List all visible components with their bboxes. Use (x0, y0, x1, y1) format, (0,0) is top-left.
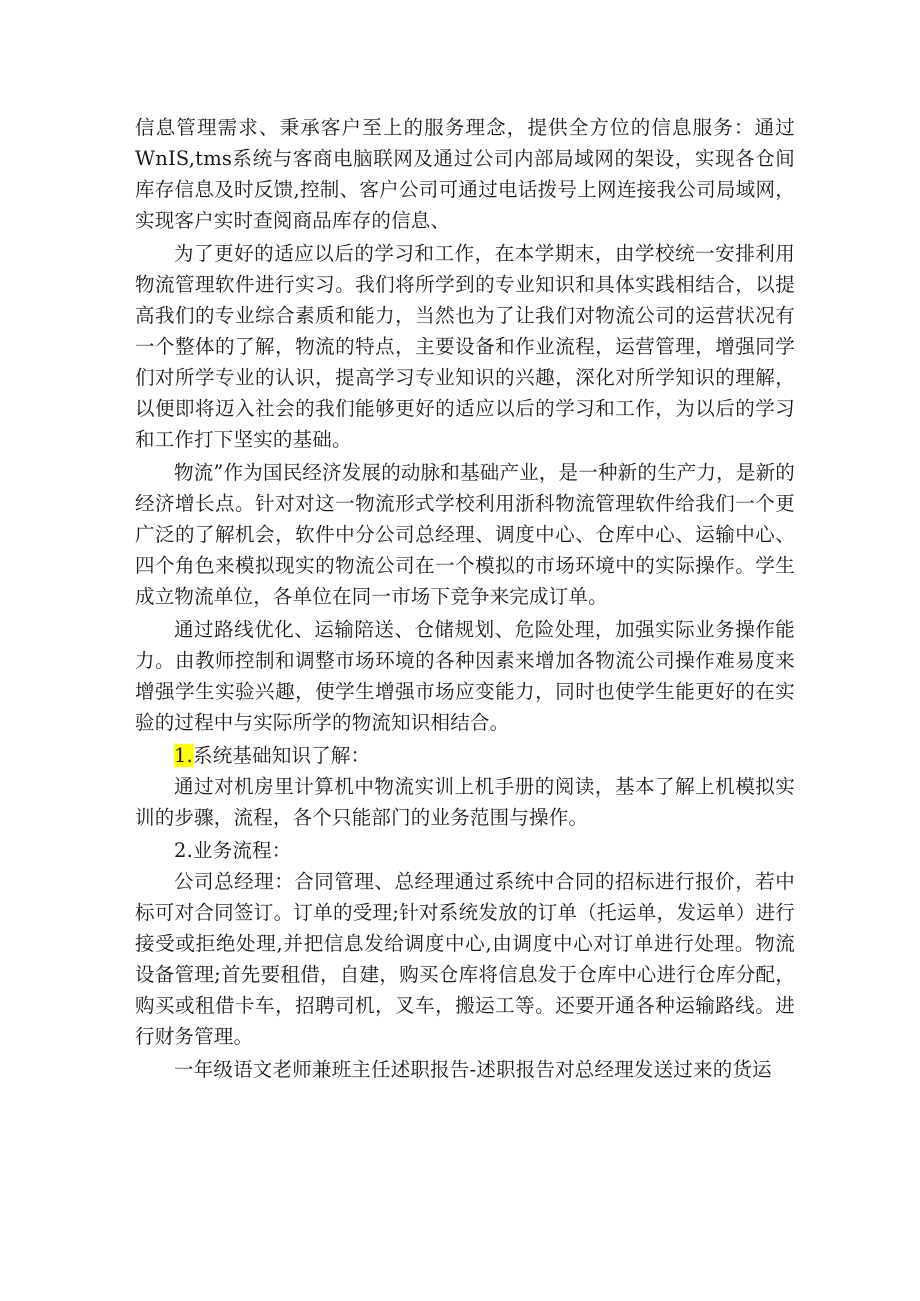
paragraph-3: 物流”作为国民经济发展的动脉和基础产业，是一种新的生产力，是新的经济增长点。针对对这一物流形式学校利用浙科物流管理软件给我们一个更广泛的了解机会，软件中分公司总经理、调度中心、仓库中心、运输中心、四个角色来模拟现实的物流公司在一个模拟的市场环境中的实际操作。学生成立物流单位，各单位在同一市场下竞争来完成订单。 (135, 461, 795, 608)
section-1-number: 1. (174, 744, 194, 767)
section-1-heading (135, 740, 795, 771)
section-1-body: 通过对机房里计算机中物流实训上机手册的阅读，基本了解上机模拟实训的步骤，流程，各个只能部门的业务范围与操作。 (135, 775, 795, 829)
section-2-heading: 2.业务流程： (174, 839, 292, 862)
section-2-body-1: 公司总经理：合同管理、总经理通过系统中合同的招标进行报价，若中标可对合同签订。订单的受理;针对系统发放的订单（托运单，发运单）进行接受或拒绝处理,并把信息发给调度中心,由调度中心对订单进行处理。物流设备管理;首先要租借，自建，购买仓库将信息发于仓库中心进行仓库分配，购买或租借卡车，招聘司机，叉车，搬运工等。还要开通各种运输路线。进行财务管理。 (135, 870, 795, 1048)
paragraph-1: 信息管理需求、秉承客户至上的服务理念，提供全方位的信息服务：通过WnIS,tms系统与客商电脑联网及通过公司内部局域网的架设，实现各仓间库存信息及时反馈,控制、客户公司可通过电话拨号上网连接我公司局域网，实现客户实时查阅商品库存的信息、 (135, 116, 795, 232)
section-1-title: 系统基础知识了解： (193, 744, 371, 767)
document-page (135, 112, 795, 1087)
paragraph-4: 通过路线优化、运输陪送、仓储规划、危险处理，加强实际业务操作能力。由教师控制和调整市场环境的各种因素来增加各物流公司操作难易度来增强学生实验兴趣，使学生增强市场应变能力，同时也使学生能更好的在实验的过程中与实际所学的物流知识相结合。 (135, 618, 795, 734)
section-2-body-2: 一年级语文老师兼班主任述职报告-述职报告对总经理发送过来的货运 (174, 1058, 772, 1081)
paragraph-2: 为了更好的适应以后的学习和工作，在本学期末，由学校统一安排利用物流管理软件进行实习。我们将所学到的专业知识和具体实践相结合，以提高我们的专业综合素质和能力，当然也为了让我们对物流公司的运营状况有一个整体的了解，物流的特点，主要设备和作业流程，运营管理，增强同学们对所学专业的认识，提高学习专业知识的兴趣，深化对所学知识的理解，以便即将迈入社会的我们能够更好的适应以后的学习和工作，为以后的学习和工作打下坚实的基础。 (135, 242, 795, 451)
